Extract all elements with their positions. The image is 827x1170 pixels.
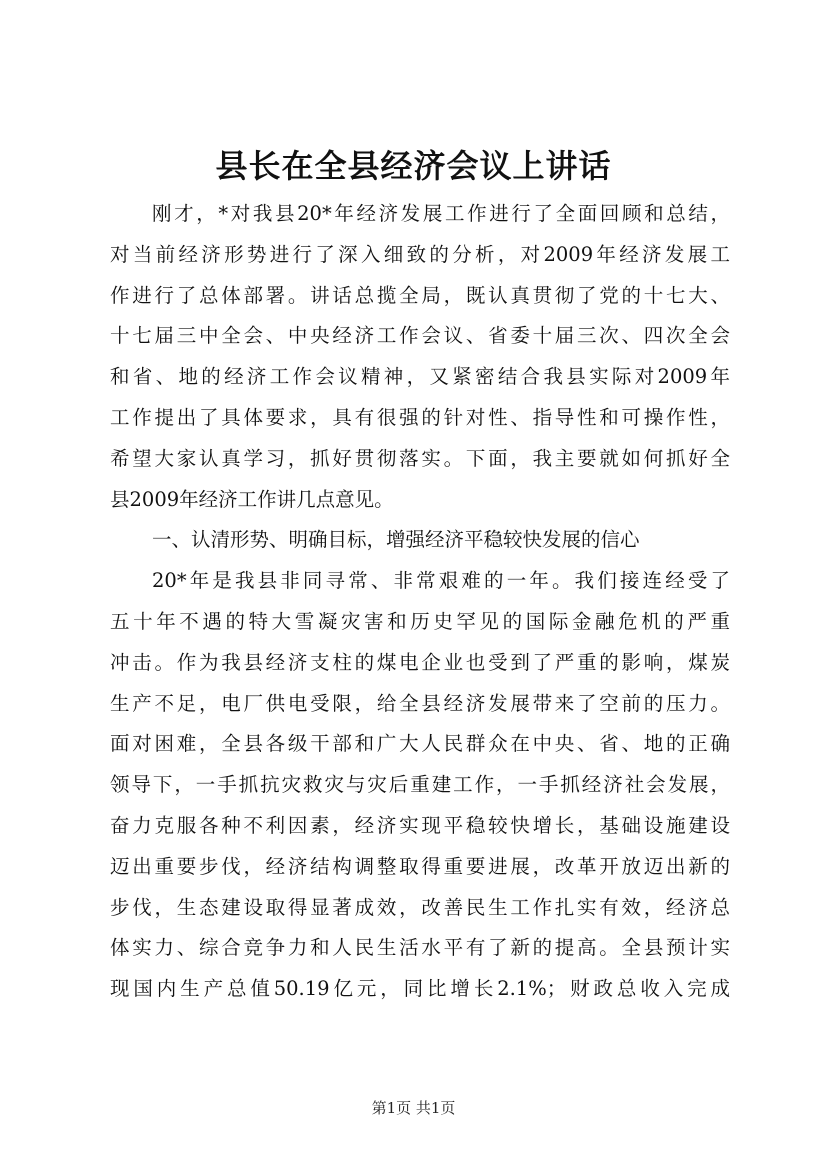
- page-footer: 第1页 共1页: [371, 1099, 456, 1117]
- paragraph-line: 步伐，生态建设取得显著成效，改善民生工作扎实有效，经济总: [110, 895, 730, 919]
- paragraph-line: 奋力克服各种不利因素，经济实现平稳较快增长，基础设施建设: [110, 813, 730, 837]
- paragraph-line: 冲击。作为我县经济支柱的煤电企业也受到了严重的影响，煤炭: [110, 650, 730, 674]
- paragraph-line: 体实力、综合竞争力和人民生活水平有了新的提高。全县预计实: [110, 936, 730, 960]
- paragraph-line: 和省、地的经济工作会议精神，又紧密结合我县实际对2009年: [110, 365, 730, 389]
- paragraph-line: 十七届三中全会、中央经济工作会议、省委十届三次、四次全会: [110, 324, 730, 348]
- paragraph-line: 生产不足，电厂供电受限，给全县经济发展带来了空前的压力。: [110, 691, 730, 715]
- paragraph-line: 希望大家认真学习，抓好贯彻落实。下面，我主要就如何抓好全: [110, 446, 730, 470]
- paragraph-line: 迈出重要步伐，经济结构调整取得重要进展，改革开放迈出新的: [110, 854, 730, 878]
- section-heading: 一、认清形势、明确目标，增强经济平稳较快发展的信心: [152, 528, 640, 552]
- paragraph-line: 20*年是我县非同寻常、非常艰难的一年。我们接连经受了: [152, 569, 730, 593]
- paragraph-line: 刚才，*对我县20*年经济发展工作进行了全面回顾和总结，: [152, 202, 730, 225]
- paragraph-line: 工作提出了具体要求，具有很强的针对性、指导性和可操作性，: [110, 405, 730, 429]
- paragraph-line: 领导下，一手抓抗灾救灾与灾后重建工作，一手抓经济社会发展，: [110, 773, 730, 797]
- paragraph-line: 现国内生产总值50.19亿元，同比增长2.1%；财政总收入完成: [110, 977, 730, 1001]
- paragraph-line: 五十年不遇的特大雪凝灾害和历史罕见的国际金融危机的严重: [110, 609, 730, 633]
- paragraph-line: 作进行了总体部署。讲话总揽全局，既认真贯彻了党的十七大、: [110, 283, 730, 307]
- document-body: [110, 194, 730, 1010]
- paragraph-line: 面对困难，全县各级干部和广大人民群众在中央、省、地的正确: [110, 732, 730, 756]
- page-title: 县长在全县经济会议上讲话: [215, 147, 612, 185]
- paragraph-line: 县2009年经济工作讲几点意见。: [110, 487, 394, 511]
- paragraph-line: 对当前经济形势进行了深入细致的分析，对2009年经济发展工: [110, 242, 730, 266]
